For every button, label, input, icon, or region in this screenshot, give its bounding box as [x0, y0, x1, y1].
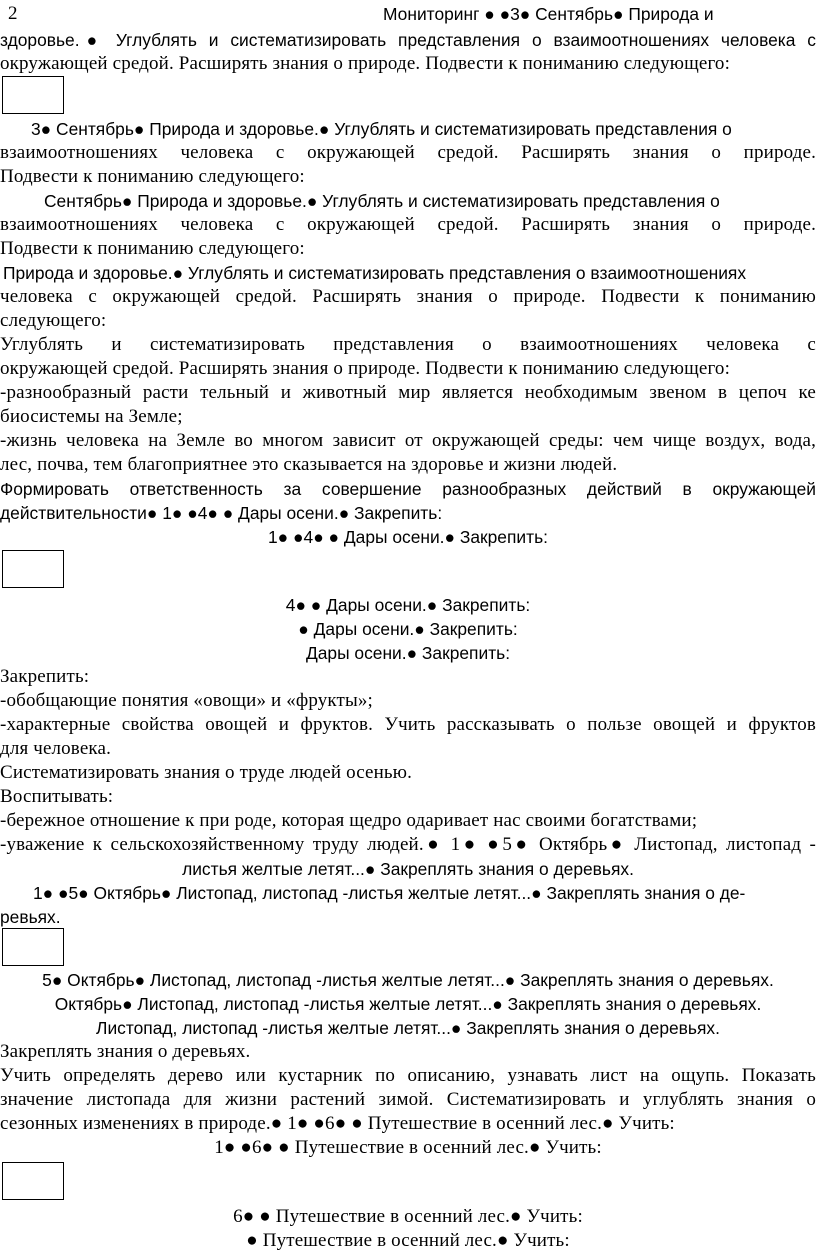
text-line: Сентябрь● Природа и здоровье.● Углублять и систематизировать представления о: [44, 191, 720, 211]
text-line: -бережное отношение к при роде, которая щедро одаривает нас своими богатствами;: [0, 810, 698, 831]
text-line: действительности● 1● ●4● ● Дары осени.● Закрепить:: [0, 503, 443, 523]
text-line: Закреплять знания о деревьях.: [0, 1041, 251, 1062]
empty-box: [2, 76, 64, 114]
text-line: 5● Октябрь● Листопад, листопад -листья желтые летят...● Закреплять знания о деревьях.: [42, 970, 774, 990]
empty-box: [2, 928, 64, 966]
text-line: Октябрь● Листопад, листопад -листья желтые летят...● Закреплять знания о деревьях.: [54, 994, 762, 1014]
text-line: значение листопада для жизни растений зимой. Систематизировать и углублять знания о: [0, 1089, 816, 1110]
text-line: -разнообразный расти тельный и животный мир является необходимым звеном в цепоч ке: [0, 382, 816, 403]
text-line: ● Дары осени.● Закрепить:: [298, 619, 518, 639]
empty-box: [2, 550, 64, 588]
text-line: человека с окружающей средой. Расширять знания о природе. Подвести к пониманию: [0, 286, 816, 307]
text-line: взаимоотношениях человека с окружающей средой. Расширять знания о природе.: [0, 214, 816, 235]
text-line: -обобщающие понятия «овощи» и «фрукты»;: [0, 690, 373, 711]
text-line: 4● ● Дары осени.● Закрепить:: [285, 595, 531, 615]
text-line: 3● Сентябрь● Природа и здоровье.● Углублять и систематизировать представления о: [31, 119, 732, 139]
text-line: следующего:: [0, 310, 107, 331]
text-line: для человека.: [0, 738, 111, 759]
text-line: биосистемы на Земле;: [0, 406, 183, 427]
text-line: сезонных изменениях в природе.● 1● ●6● ● Путешествие в осенний лес.● Учить:: [0, 1113, 675, 1134]
text-line: Дары осени.● Закрепить:: [305, 643, 511, 663]
text-line: -характерные свойства овощей и фруктов. Учить рассказывать о пользе овощей и фруктов: [0, 714, 816, 735]
text-line: Природа и здоровье.● Углублять и систематизировать представления о взаимоотношениях: [3, 263, 747, 283]
text-line: -уважение к сельскохозяйственному труду людей.● 1● ●5● Октябрь● Листопад, листопад -: [0, 834, 816, 855]
text-line: Формировать ответственность за совершение разнообразных действий в окружающей: [0, 479, 816, 499]
text-line: 1● ●4● ● Дары осени.● Закрепить:: [268, 527, 548, 547]
text-line: лес, почва, тем благоприятнее это сказывается на здоровье и жизни людей.: [0, 454, 618, 475]
text-line: Углублять и систематизировать представления о взаимоотношениях человека с: [0, 334, 816, 355]
text-line: Закрепить:: [0, 666, 90, 687]
text-line: 1● ●5● Октябрь● Листопад, листопад -листья желтые летят...● Закреплять знания о де-: [33, 883, 746, 903]
text-line: ревьях.: [0, 907, 61, 927]
text-line: листья желтые летят...● Закреплять знания о деревьях.: [182, 859, 634, 879]
text-line: Подвести к пониманию следующего:: [0, 166, 305, 187]
page-number: 2: [8, 3, 18, 24]
text-line: 1● ●6● ● Путешествие в осенний лес.● Учить:: [214, 1137, 602, 1158]
text-line: окружающей средой. Расширять знания о природе. Подвести к пониманию следующего:: [0, 358, 730, 379]
text-line: взаимоотношениях человека с окружающей средой. Расширять знания о природе.: [0, 142, 816, 163]
empty-box: [2, 1162, 64, 1200]
text-line: 6● ● Путешествие в осенний лес.● Учить:: [233, 1206, 583, 1227]
text-line: здоровье.● Углублять и систематизировать представления о взаимоотношениях человека с: [0, 30, 816, 50]
text-line: Учить определять дерево или кустарник по описанию, узнавать лист на ощупь. Показать: [0, 1065, 816, 1086]
text-line: окружающей средой. Расширять знания о природе. Подвести к пониманию следующего:: [0, 53, 730, 74]
text-line: ● Путешествие в осенний лес.● Учить:: [246, 1230, 570, 1251]
text-line: Листопад, листопад -листья желтые летят...● Закреплять знания о деревьях.: [96, 1018, 720, 1038]
text-line: -жизнь человека на Земле во многом зависит от окружающей среды: чем чище воздух, вода,: [0, 430, 816, 451]
text-line: Мониторинг ● ●3● Сентябрь● Природа и: [383, 4, 714, 24]
text-line: Воспитывать:: [0, 786, 114, 807]
text-line: Подвести к пониманию следующего:: [0, 238, 305, 259]
text-line: Систематизировать знания о труде людей осенью.: [0, 762, 412, 783]
